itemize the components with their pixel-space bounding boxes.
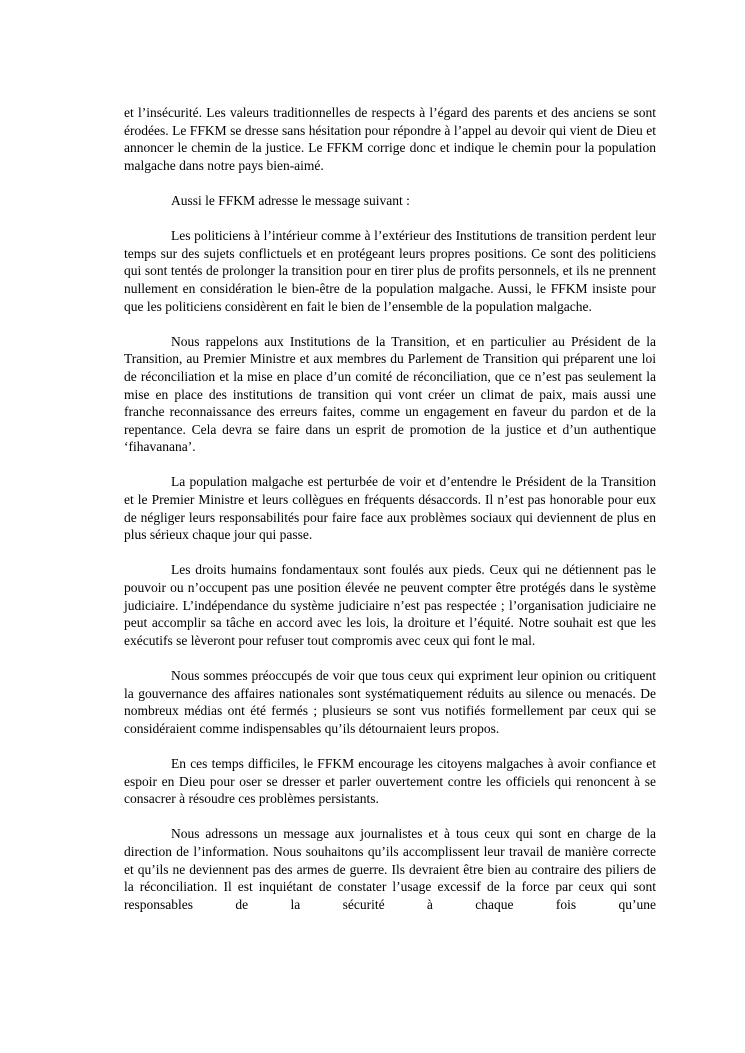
paragraph-disagreements: La population malgache est perturbée de voir et d’entendre le Président de la Transition et le Premier Ministre et leurs collègues en fréquents désaccords. Il n’est pas honorable pour eux de négliger leurs responsabilités pour faire face aux problèmes sociaux qui deviennent de plus en plus sérieux chaque jour qui passe. xyxy=(124,474,656,543)
paragraph-encouragement: En ces temps difficiles, le FFKM encourage les citoyens malgaches à avoir confiance et espoir en Dieu pour oser se dresser et parler ouvertement contre les officiels qui renoncent à se consacrer à résoudre ces problèmes persistants. xyxy=(124,755,656,807)
paragraph-journalists: Nous adressons un message aux journalistes et à tous ceux qui sont en charge de la direction de l’information. Nous souhaitons qu’ils accomplissent leur travail de manière correcte et qu’ils ne deviennent pas des armes de guerre. Ils devraient être bien au contraire des piliers de la réconciliation. Il est inquiétant de constater l’usage excessif de la force par ceux qui sont responsables de la sécurité à chaque fois qu’une xyxy=(124,826,656,912)
paragraph-freedom-of-expression: Nous sommes préoccupés de voir que tous ceux qui expriment leur opinion ou critiquent la gouvernance des affaires nationales sont systématiquement réduits au silence ou menacés. De nombreux médias ont été fermés ; plusieurs se sont vus notifiés formellement par ceux qui se considéraient comme indispensables qu’ils détournaient leurs propos. xyxy=(124,668,656,736)
document-page xyxy=(124,104,656,913)
paragraph-politicians: Les politiciens à l’intérieur comme à l’extérieur des Institutions de transition perdent leur temps sur des sujets conflictuels et en protégeant leurs propres positions. Ce sont des politiciens qui sont tentés de prolonger la transition pour en tirer plus de profits personnels, et ils ne prennent nullement en considération le bien-être de la population malgache. Aussi, le FFKM insiste pour que les politiciens considèrent en fait le bien de l’ensemble de la population malgache. xyxy=(124,228,656,314)
paragraph-message-intro: Aussi le FFKM adresse le message suivant : xyxy=(171,192,410,208)
paragraph-human-rights: Les droits humains fondamentaux sont foulés aux pieds. Ceux qui ne détiennent pas le pouvoir ou n’occupent pas une position élevée ne peuvent compter être protégés dans le système judiciaire. L’indépendance du système judiciaire n’est pas respectée ; l’organisation judiciaire ne peut accomplir sa tâche en accord avec les lois, la droiture et l’équité. Notre souhait est que les exécutifs se lèveront pour refuser tout compromis avec ceux qui font le mal. xyxy=(124,562,656,648)
paragraph-continuation: et l’insécurité. Les valeurs traditionnelles de respects à l’égard des parents et des anciens se sont érodées. Le FFKM se dresse sans hésitation pour répondre à l’appel au devoir qui vient de Dieu et annoncer le chemin de la justice. Le FFKM corrige donc et indique le chemin pour la population malgache dans notre pays bien-aimé. xyxy=(124,105,656,173)
paragraph-reconciliation: Nous rappelons aux Institutions de la Transition, et en particulier au Président de la Transition, au Premier Ministre et aux membres du Parlement de Transition qui préparent une loi de réconciliation et la mise en place d’un comité de réconciliation, que ce n’est pas seulement la mise en place des institutions de transition qui vont créer un climat de paix, mais aussi une franche reconnaissance des erreurs faites, comme un engagement en faveur du pardon et de la repentance. Cela devra se faire dans un esprit de promotion de la justice et d’un authentique ‘fihavanana’. xyxy=(124,333,656,455)
